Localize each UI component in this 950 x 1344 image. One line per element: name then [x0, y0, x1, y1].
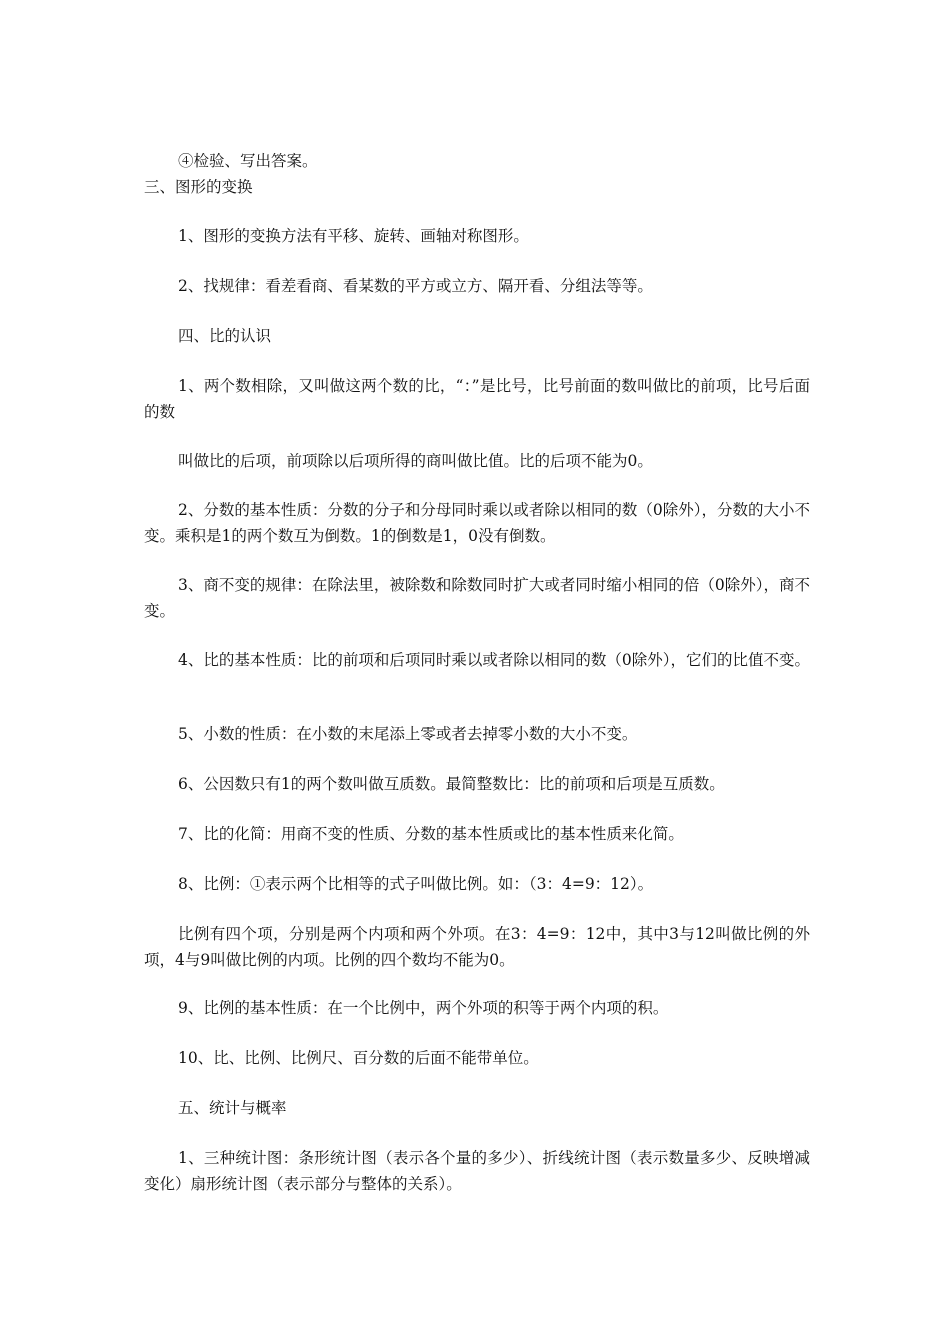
paragraph-ratio-1-cont: 叫做比的后项，前项除以后项所得的商叫做比值。比的后项不能为0。 — [178, 452, 653, 470]
paragraph-ratio-6: 6、公因数只有1的两个数叫做互质数。最简整数比：比的前项和后项是互质数。 — [178, 775, 725, 793]
paragraph-ratio-4: 4、比的基本性质：比的前项和后项同时乘以或者除以相同的数（0除外），它们的比值不变。 — [178, 651, 810, 669]
paragraph-ratio-1: 1、两个数相除，又叫做这两个数的比，“：”是比号，比号前面的数叫做比的前项，比号后面的数 — [144, 377, 810, 421]
paragraph-ratio-5: 5、小数的性质：在小数的末尾添上零或者去掉零小数的大小不变。 — [178, 725, 638, 743]
paragraph-ratio-10: 10、比、比例、比例尺、百分数的后面不能带单位。 — [178, 1049, 539, 1067]
section-heading-3: 三、图形的变换 — [144, 178, 253, 196]
paragraph-transform-1: 1、图形的变换方法有平移、旋转、画轴对称图形。 — [178, 227, 529, 245]
paragraph-ratio-7: 7、比的化简：用商不变的性质、分数的基本性质或比的基本性质来化简。 — [178, 825, 684, 843]
paragraph-ratio-8-cont: 比例有四个项，分别是两个内项和两个外项。在3：4=9：12中，其中3与12叫做比例的外项，4与9叫做比例的内项。比例的四个数均不能为0。 — [144, 925, 810, 969]
paragraph-ratio-8: 8、比例：①表示两个比相等的式子叫做比例。如：（3：4=9：12）。 — [178, 875, 654, 893]
paragraph-stats-1: 1、三种统计图：条形统计图（表示各个量的多少）、折线统计图（表示数量多少、反映增减变化）扇形统计图（表示部分与整体的关系）。 — [144, 1149, 810, 1193]
paragraph-step-4: ④检验、写出答案。 — [178, 152, 318, 170]
paragraph-ratio-3: 3、商不变的规律：在除法里，被除数和除数同时扩大或者同时缩小相同的倍（0除外），商不变。 — [144, 576, 810, 620]
paragraph-ratio-9: 9、比例的基本性质：在一个比例中，两个外项的积等于两个内项的积。 — [178, 999, 669, 1017]
section-heading-5: 五、统计与概率 — [178, 1099, 287, 1117]
paragraph-ratio-2: 2、分数的基本性质：分数的分子和分母同时乘以或者除以相同的数（0除外），分数的大小不变。乘积是1的两个数互为倒数。1的倒数是1，0没有倒数。 — [144, 501, 810, 545]
paragraph-transform-2: 2、找规律：看差看商、看某数的平方或立方、隔开看、分组法等等。 — [178, 277, 653, 295]
section-heading-4: 四、比的认识 — [178, 327, 272, 345]
